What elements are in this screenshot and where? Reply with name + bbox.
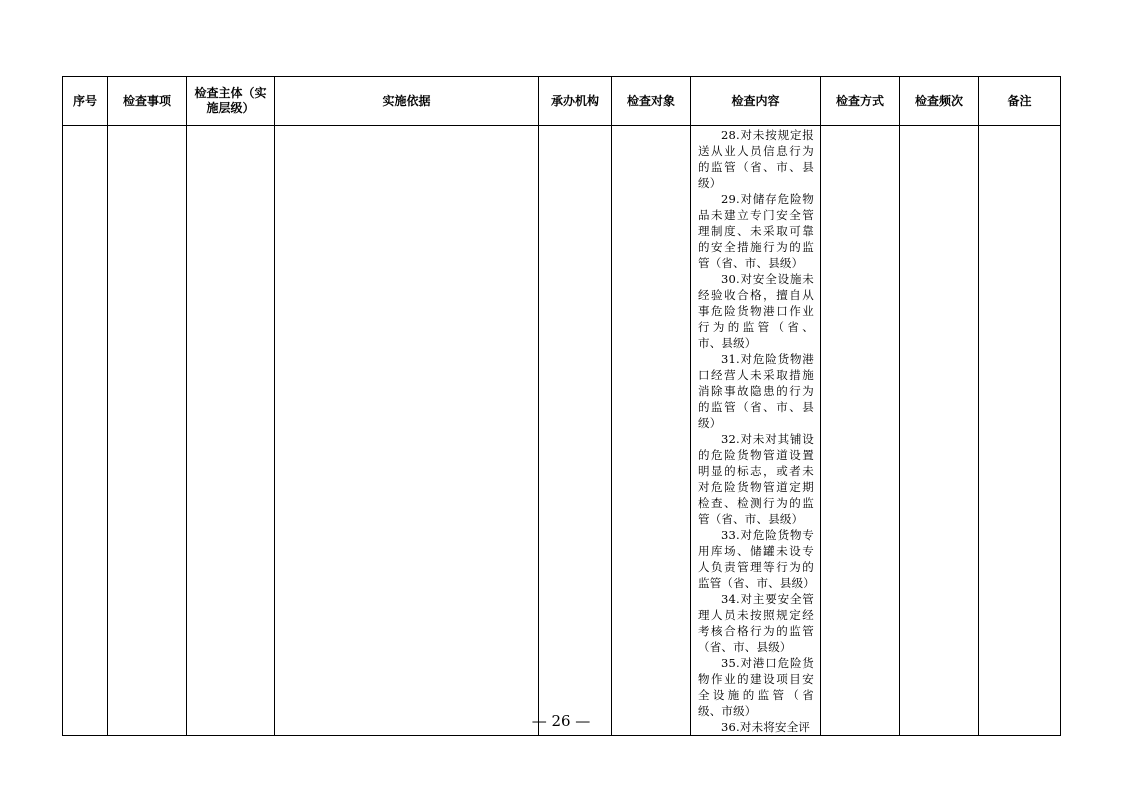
cell-seq xyxy=(63,126,108,736)
content-item-32: 32.对未对其铺设的危险货物管道设置明显的标志，或者未对危险货物管道定期检查、检测行为的监管（省、市、县级） xyxy=(698,432,814,526)
table-row xyxy=(63,126,1061,736)
header-subject: 检查主体（实施层级） xyxy=(187,77,275,126)
header-frequency: 检查频次 xyxy=(900,77,979,126)
cell-object xyxy=(612,126,691,736)
table-header-row xyxy=(63,77,1061,126)
content-item-30: 30.对安全设施未经验收合格，擅自从事危险货物港口作业行为的监管（省、市、县级） xyxy=(698,272,814,350)
cell-content xyxy=(691,126,821,736)
header-object: 检查对象 xyxy=(612,77,691,126)
header-basis: 实施依据 xyxy=(275,77,539,126)
cell-item xyxy=(108,126,187,736)
header-method: 检查方式 xyxy=(821,77,900,126)
cell-subject xyxy=(187,126,275,736)
content-item-34: 34.对主要安全管理人员未按照规定经考核合格行为的监管（省、市、县级） xyxy=(698,592,814,654)
page-number: — 26 — xyxy=(531,712,591,730)
header-item: 检查事项 xyxy=(108,77,187,126)
cell-remarks xyxy=(979,126,1061,736)
cell-basis xyxy=(275,126,539,736)
content-item-31: 31.对危险货物港口经营人未采取措施消除事故隐患的行为的监管（省、市、县级） xyxy=(698,352,814,430)
content-item-36: 36.对未将安全评 xyxy=(721,720,811,734)
content-item-33: 33.对危险货物专用库场、储罐未设专人负责管理等行为的监管（省、市、县级） xyxy=(698,528,815,590)
content-item-28: 28.对未按规定报送从业人员信息行为的监管（省、市、县级） xyxy=(698,128,814,190)
header-content: 检查内容 xyxy=(691,77,821,126)
header-seq: 序号 xyxy=(63,77,108,126)
header-remarks: 备注 xyxy=(979,77,1061,126)
cell-agency xyxy=(539,126,612,736)
content-list xyxy=(691,126,820,735)
inspection-table xyxy=(62,76,1061,736)
header-agency: 承办机构 xyxy=(539,77,612,126)
cell-method xyxy=(821,126,900,736)
content-item-29: 29.对储存危险物品未建立专门安全管理制度、未采取可靠的安全措施行为的监管（省、市、县级） xyxy=(698,192,814,270)
cell-frequency xyxy=(900,126,979,736)
content-item-35: 35.对港口危险货物作业的建设项目安全设施的监管（省级、市级） xyxy=(698,656,814,718)
